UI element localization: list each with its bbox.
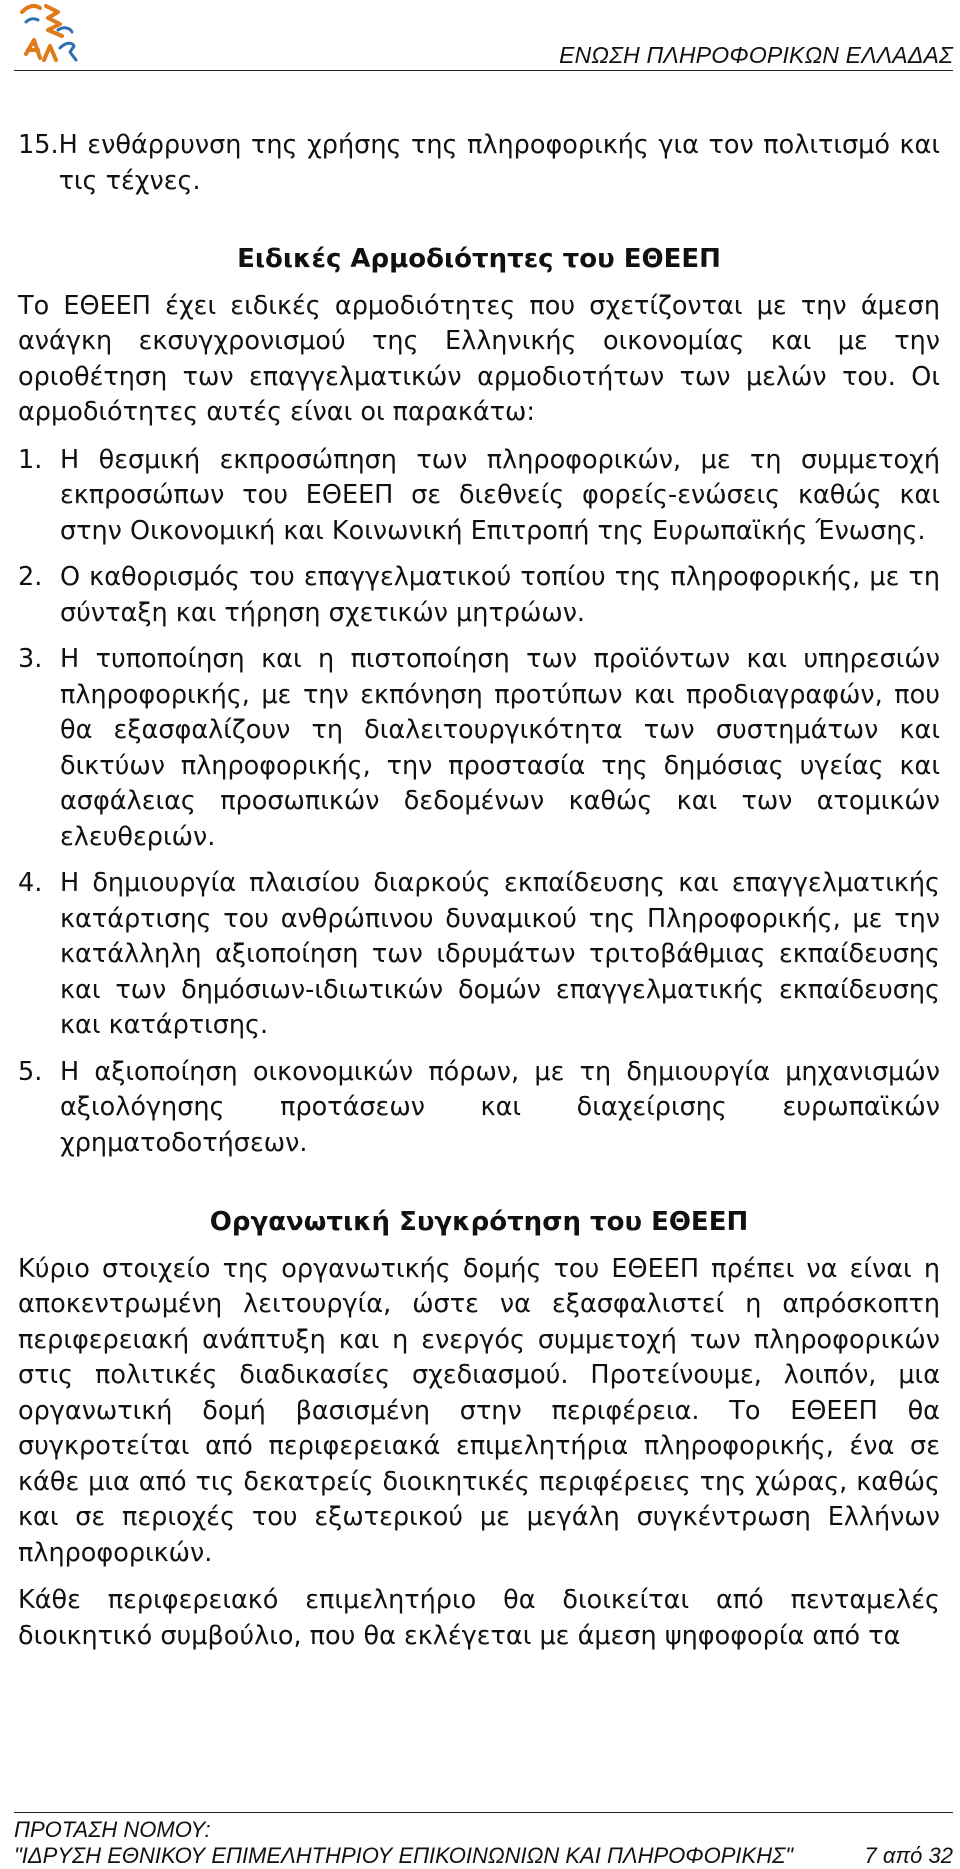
- competences-list: [18, 443, 940, 1162]
- header-title: ΕΝΩΣΗ ΠΛΗΡΟΦΟΡΙΚΩΝ ΕΛΛΑΔΑΣ: [559, 42, 953, 68]
- list-item-number: 3.: [18, 644, 43, 674]
- intro-item-text: Η ενθάρρυνση της χρήσης της πληροφορικής για τον πολιτισμό και τις τέχνες.: [58, 130, 940, 196]
- page-number: 7 από 32: [864, 1843, 953, 1868]
- list-item-number: 1.: [18, 444, 43, 475]
- ene-logo-icon: [18, 2, 92, 70]
- footer-proposal-label: ΠΡΟΤΑΣΗ ΝΟΜΟΥ:: [14, 1817, 211, 1842]
- footer-document-title: "ΙΔΡΥΣΗ ΕΘΝΙΚΟΥ ΕΠΙΜΕΛΗΤΗΡΙΟΥ ΕΠΙΚΟΙΝΩΝΙΩΝ ΚΑΙ ΠΛΗΡΟΦΟΡΙΚΗΣ": [14, 1843, 794, 1868]
- list-item-text: Η αξιοποίηση οικονομικών πόρων, με τη δημιουργία μηχανισμών αξιολόγησης προτάσεων και διαχείρισης ευρωπαϊκών χρηματοδοτήσεων.: [60, 1056, 940, 1158]
- header-divider: [14, 70, 953, 71]
- section1-heading: Ειδικές Αρμοδιότητες του ΕΘΕΕΠ: [237, 244, 721, 274]
- list-item: [18, 1055, 940, 1162]
- document-body: [18, 128, 940, 1654]
- list-item-text: Η θεσμική εκπροσώπηση των πληροφορικών, με τη συμμετοχή εκπροσώπων του ΕΘΕΕΠ σε διεθνείς φορείς-ενώσεις καθώς και στην Οικονομική και Κοινωνική Επιτροπή της Ευρωπαϊκής Ένωσης.: [60, 444, 940, 546]
- list-item-text: Ο καθορισμός του επαγγελματικού τοπίου της πληροφορικής, με τη σύνταξη και τήρηση σχετικών μητρώων.: [60, 562, 940, 628]
- intro-item-number: 15.: [18, 130, 59, 160]
- intro-list-item: [18, 128, 940, 199]
- page-header: [14, 0, 953, 72]
- section1-paragraph: Το ΕΘΕΕΠ έχει ειδικές αρμοδιότητες που σχετίζονται με την άμεση ανάγκη εκσυγχρονισμού της Ελληνικής οικονομίας και με την οριοθέτηση των επαγγελματικών αρμοδιοτήτων των μελών του. Οι αρμοδιότητες αυτές είναι οι παρακάτω:: [18, 290, 940, 427]
- section2-paragraph: Κύριο στοιχείο της οργανωτικής δομής του ΕΘΕΕΠ πρέπει να είναι η αποκεντρωμένη λειτουργία, ώστε να εξασφαλιστεί η απρόσκοπτη περιφερειακή ανάπτυξη και η ενεργός συμμετοχή των πληροφορικών στις πολιτικές διαδικασίες σχεδιασμού. Προτείνουμε, λοιπόν, μια οργανωτική δομή βασισμένη στην περιφέρεια. Το ΕΘΕΕΠ θα συγκροτείται από περιφερειακά επιμελητήρια πληροφορικής, ένα σε κάθε μια από τις δεκατρείς διοικητικές περιφέρειες της χώρας, καθώς και σε περιοχές του εξωτερικού με μεγάλη συγκέντρωση Ελλήνων πληροφορικών.: [18, 1253, 940, 1568]
- section2-paragraph: Κάθε περιφερειακό επιμελητήριο θα διοικείται από πενταμελές διοικητικό συμβούλιο, που θα εκλέγεται με άμεση ψηφοφορία από τα: [18, 1585, 940, 1651]
- list-item-number: 4.: [18, 868, 43, 898]
- list-item: [18, 642, 940, 855]
- list-item-text: Η τυποποίηση και η πιστοποίηση των προϊόντων και υπηρεσιών πληροφορικής, με την εκπόνηση προτύπων και προδιαγραφών, που θα εξασφαλίζουν τη διαλειτουργικότητα των συστημάτων και δικτύων πληροφορικής, την προστασία της δημόσιας υγείας και ασφάλειας προσωπικών δεδομένων καθώς και των ατομικών ελευθεριών.: [60, 644, 940, 852]
- list-item: [18, 866, 940, 1044]
- section2-heading: Οργανωτική Συγκρότηση του ΕΘΕΕΠ: [209, 1207, 749, 1237]
- list-item-number: 5.: [18, 1056, 43, 1087]
- list-item-number: 2.: [18, 562, 43, 592]
- list-item: [18, 560, 940, 631]
- list-item: [18, 443, 940, 550]
- page-footer: [14, 1812, 953, 1868]
- footer-divider: [14, 1812, 953, 1813]
- list-item-text: Η δημιουργία πλαισίου διαρκούς εκπαίδευσης και επαγγελματικής κατάρτισης του ανθρώπινου δυναμικού της Πληροφορικής, με την κατάλληλη αξιοποίηση των ιδρυμάτων τριτοβάθμιας εκπαίδευσης και των δημόσιων-ιδιωτικών δομών επαγγελματικής εκπαίδευσης και κατάρτισης.: [60, 868, 940, 1040]
